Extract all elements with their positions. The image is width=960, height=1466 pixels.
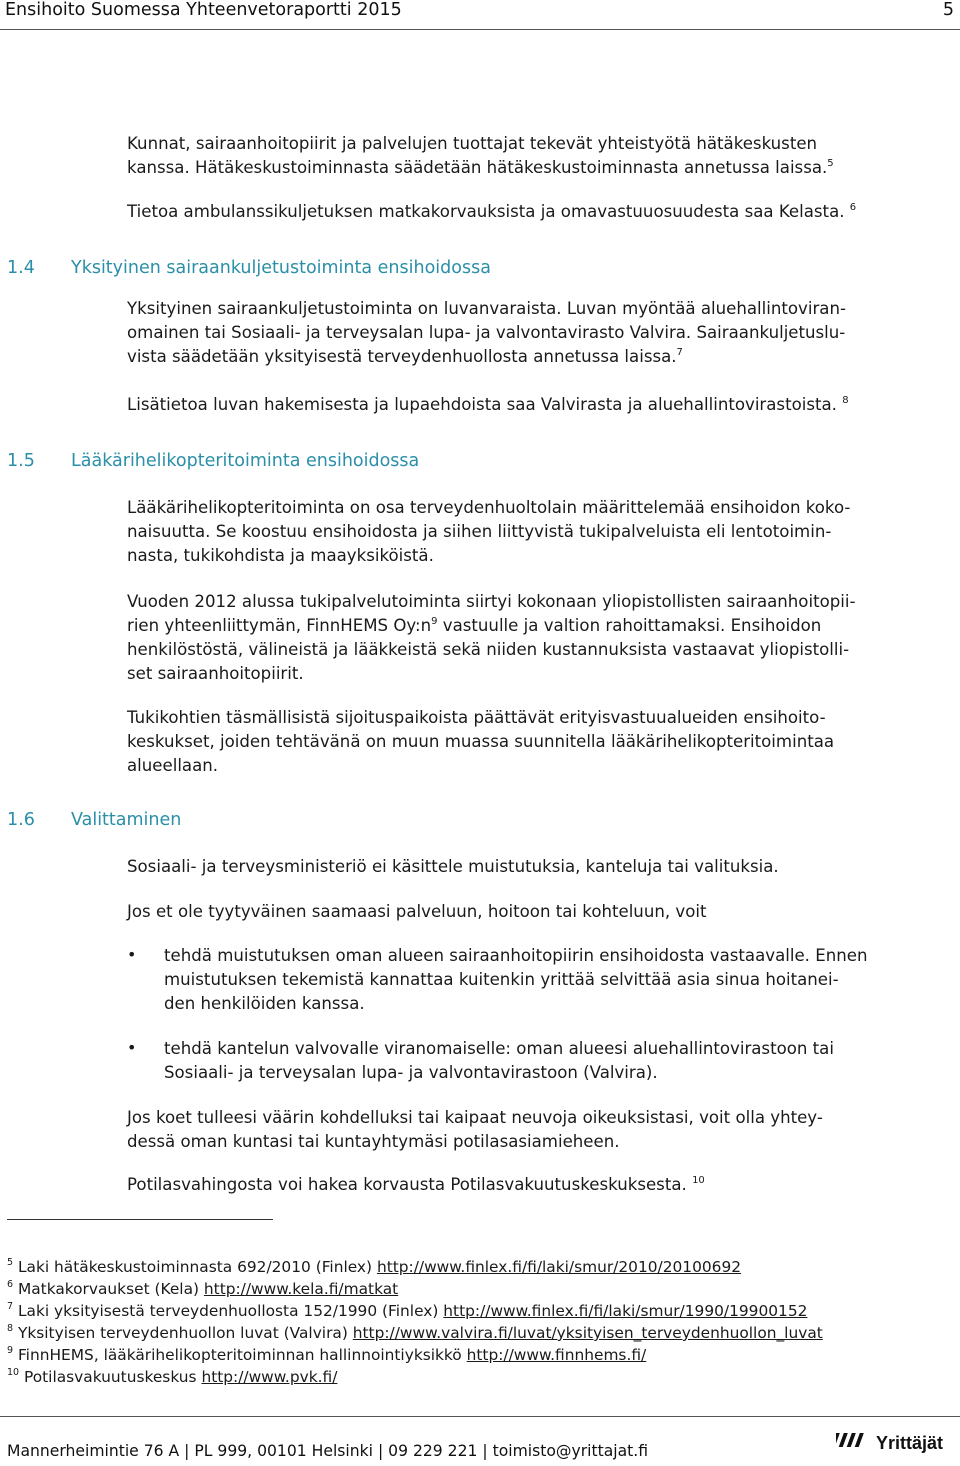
list-item-report <box>164 1037 960 1085</box>
text-line: Potilasvahingosta voi hakea korvausta Potilasvakuutuskeskuksesta. <box>127 1175 687 1194</box>
text-line: Jos koet tulleesi väärin kohdelluksi tai kaipaat neuvoja oikeuksistasi, voit olla yhtey- <box>127 1108 823 1127</box>
footnote-number: 9 <box>7 1345 14 1356</box>
text-line: Sosiaali- ja terveysministeriö ei käsittele muistutuksia, kanteluja tai valituksia. <box>127 857 779 876</box>
text-line: Lääkärihelikopteritoiminta on osa terveydenhuoltolain määrittelemää ensihoidon koko- <box>127 498 851 517</box>
text-line: tehdä muistutuksen oman alueen sairaanhoitopiirin ensihoidosta vastaavalle. Ennen <box>164 946 868 965</box>
yrittajat-logo <box>836 1427 954 1463</box>
paragraph-patient-ombudsman <box>127 1106 939 1154</box>
paragraph-ministry <box>127 855 939 879</box>
heading-1-6 <box>7 810 181 830</box>
heading-number: 1.4 <box>7 258 35 278</box>
paragraph-bases <box>127 706 939 778</box>
footnote-text: FinnHEMS, lääkärihelikopteritoiminnan hallinnointiyksikkö <box>17 1346 467 1364</box>
text-line: Tietoa ambulanssikuljetuksen matkakorvauksista ja omavastuuosuudesta saa Kelasta. <box>127 202 845 221</box>
footer-address: Mannerheimintie 76 A | PL 999, 00101 Helsinki | 09 229 221 | toimisto@yrittajat.fi <box>7 1442 649 1460</box>
footnote-text: Laki hätäkeskustoiminnasta 692/2010 (Finlex) <box>17 1258 377 1276</box>
text-line: set sairaanhoitopiirit. <box>127 664 304 683</box>
text-line: Lisätietoa luvan hakemisesta ja lupaehdoista saa Valvirasta ja aluehallintovirastoista. <box>127 395 837 414</box>
footnote <box>7 1256 823 1278</box>
paragraph-patient-insurance <box>127 1173 939 1197</box>
footnote-divider <box>7 1219 273 1220</box>
paragraph-kela <box>127 200 939 224</box>
footnote-link[interactable]: http://www.pvk.fi/ <box>201 1368 338 1386</box>
text-line: Tukikohtien täsmällisistä sijoituspaikoista päättävät erityisvastuualueiden ensihoito- <box>127 708 826 727</box>
footnote-ref-6[interactable]: 6 <box>849 202 857 213</box>
footnote-number: 6 <box>7 1279 14 1290</box>
text-line: rien yhteenliittymän, FinnHEMS Oy:n <box>127 616 432 635</box>
footnote-text: Potilasvakuutuskeskus <box>24 1368 202 1386</box>
text-line: omainen tai Sosiaali- ja terveysalan lupa- ja valvontavirasto Valvira. Sairaankuljetuslu- <box>127 323 846 342</box>
footnote <box>7 1278 823 1300</box>
paragraph-helicopter <box>127 496 939 568</box>
paragraph-cooperation <box>127 132 939 180</box>
text-line: tehdä kantelun valvovalle viranomaiselle: oman alueesi aluehallintovirastoon tai <box>164 1039 834 1058</box>
text-line: Vuoden 2012 alussa tukipalvelutoiminta siirtyi kokonaan yliopistollisten sairaanhoitopii- <box>127 592 856 611</box>
logo-mark-icon <box>836 1433 864 1447</box>
footnote-link[interactable]: http://www.finlex.fi/fi/laki/smur/1990/19900152 <box>443 1302 808 1320</box>
text-line: muistutuksen tekemistä kannattaa kuitenkin yrittää selvittää asia sinua hoitanei- <box>164 970 839 989</box>
text-line: vastuulle ja valtion rahoittamaksi. Ensihoidon <box>437 616 822 635</box>
footnote-number: 8 <box>7 1323 14 1334</box>
text-line: vista säädetään yksityisestä terveydenhuollosta annetussa laissa. <box>127 347 677 366</box>
text-line: Jos et ole tyytyväinen saamaasi palveluun, hoitoon tai kohteluun, voit <box>127 902 707 921</box>
footnote-ref-8[interactable]: 8 <box>842 395 849 406</box>
paragraph-private-ambulance <box>127 297 939 369</box>
footnote-link[interactable]: http://www.finlex.fi/fi/laki/smur/2010/20100692 <box>376 1258 742 1276</box>
footnote <box>7 1300 823 1322</box>
footnote-ref-7[interactable]: 7 <box>676 347 683 358</box>
heading-1-4 <box>7 258 491 278</box>
logo-text: Yrittäjät <box>876 1433 944 1453</box>
text-line: Sosiaali- ja terveysalan lupa- ja valvontavirastoon (Valvira). <box>164 1063 658 1082</box>
page-number: 5 <box>942 0 954 20</box>
heading-title: Lääkärihelikopteritoiminta ensihoidossa <box>71 451 420 471</box>
footnote-number: 7 <box>7 1301 14 1312</box>
footnote-number: 5 <box>7 1257 14 1268</box>
text-line: alueellaan. <box>127 756 219 775</box>
running-header-title: Ensihoito Suomessa Yhteenvetoraportti 2015 <box>5 0 402 20</box>
footnote-ref-9[interactable]: 9 <box>431 616 438 627</box>
footnote-link[interactable]: http://www.finnhems.fi/ <box>466 1346 647 1364</box>
footnotes-list <box>7 1256 823 1388</box>
footnote <box>7 1344 823 1366</box>
footnote-text: Matkakorvaukset (Kela) <box>17 1280 204 1298</box>
bullet-icon: • <box>127 945 137 964</box>
footnote-ref-5[interactable]: 5 <box>827 158 834 169</box>
footnote-number: 10 <box>7 1367 20 1378</box>
text-line: Yksityinen sairaankuljetustoiminta on luvanvaraista. Luvan myöntää aluehallintoviran- <box>127 299 846 318</box>
heading-title: Yksityinen sairaankuljetustoiminta ensihoidossa <box>71 258 491 278</box>
footnote-ref-10[interactable]: 10 <box>692 1175 705 1186</box>
heading-title: Valittaminen <box>71 810 182 830</box>
footnote-text: Laki yksityisestä terveydenhuollosta 152/1990 (Finlex) <box>17 1302 444 1320</box>
text-line: Kunnat, sairaanhoitopiirit ja palvelujen tuottajat tekevät yhteistyötä hätäkeskusten <box>127 134 818 153</box>
text-line: henkilöstöstä, välineistä ja lääkkeistä sekä niiden kustannuksista vastaavat yliopistolli- <box>127 640 850 659</box>
footnote-link[interactable]: http://www.valvira.fi/luvat/yksityisen_terveydenhuollon_luvat <box>352 1324 823 1342</box>
heading-number: 1.6 <box>7 810 35 830</box>
text-line: keskukset, joiden tehtävänä on muun muassa suunnitella lääkärihelikopteritoimintaa <box>127 732 835 751</box>
paragraph-finnhems <box>127 590 939 686</box>
footnote-link[interactable]: http://www.kela.fi/matkat <box>203 1280 399 1298</box>
heading-number: 1.5 <box>7 451 35 471</box>
heading-1-5 <box>7 451 419 471</box>
text-line: den henkilöiden kanssa. <box>164 994 365 1013</box>
text-line: nasta, tukikohdista ja maayksiköistä. <box>127 546 434 565</box>
text-line: dessä oman kuntasi tai kuntayhtymäsi potilasasiamieheen. <box>127 1132 620 1151</box>
footer-divider <box>0 1416 960 1417</box>
text-line: kanssa. Hätäkeskustoiminnasta säädetään hätäkeskustoiminnasta annetussa laissa. <box>127 158 828 177</box>
footnote <box>7 1366 823 1388</box>
bullet-icon: • <box>127 1038 137 1057</box>
footnote <box>7 1322 823 1344</box>
header-divider <box>0 29 960 30</box>
text-line: naisuutta. Se koostuu ensihoidosta ja siihen liittyvistä tukipalveluista eli lentotoimin- <box>127 522 832 541</box>
paragraph-options-intro <box>127 900 939 924</box>
paragraph-license-info <box>127 393 939 417</box>
list-item-complaint <box>164 944 960 1016</box>
footnote-text: Yksityisen terveydenhuollon luvat (Valvira) <box>17 1324 353 1342</box>
